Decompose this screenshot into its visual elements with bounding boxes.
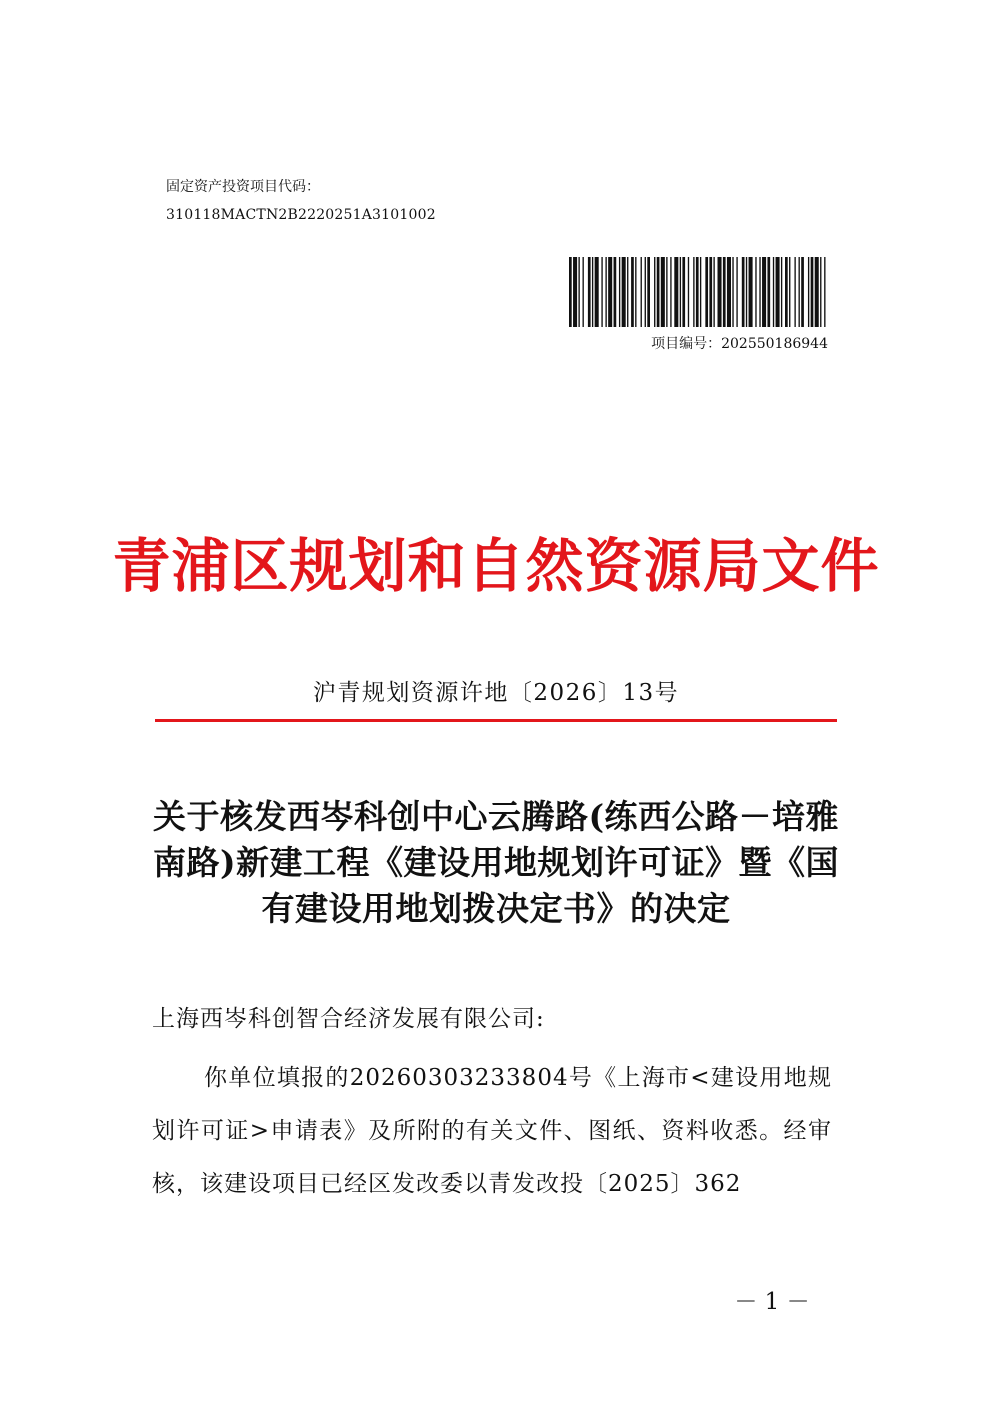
project-code-label: 固定资产投资项目代码：	[166, 179, 320, 195]
barcode-caption: 项目编号：202550186944	[651, 336, 828, 352]
issuing-authority-title: 青浦区规划和自然资源局文件	[112, 532, 880, 600]
red-divider-line	[155, 719, 837, 722]
document-number: 沪青规划资源许地〔2026〕13号	[312, 680, 680, 706]
barcode-image	[569, 257, 827, 327]
page-number: － 1 －	[734, 1289, 810, 1315]
body-paragraph: 你单位填报的20260303233804号《上海市<建设用地规划许可证>申请表》及所附的有关文件、图纸、资料收悉。经审核，该建设项目已经区发改委以青发改投〔2025〕362	[152, 1065, 832, 1197]
recipient-line: 上海西岑科创智合经济发展有限公司:	[152, 1006, 545, 1032]
project-code-value: 310118MACTN2B2220251A3101002	[166, 207, 436, 223]
decision-title: 关于核发西岑科创中心云腾路(练西公路－培雅南路)新建工程《建设用地规划许可证》暨《国有建设用地划拨决定书》的决定	[152, 797, 840, 928]
